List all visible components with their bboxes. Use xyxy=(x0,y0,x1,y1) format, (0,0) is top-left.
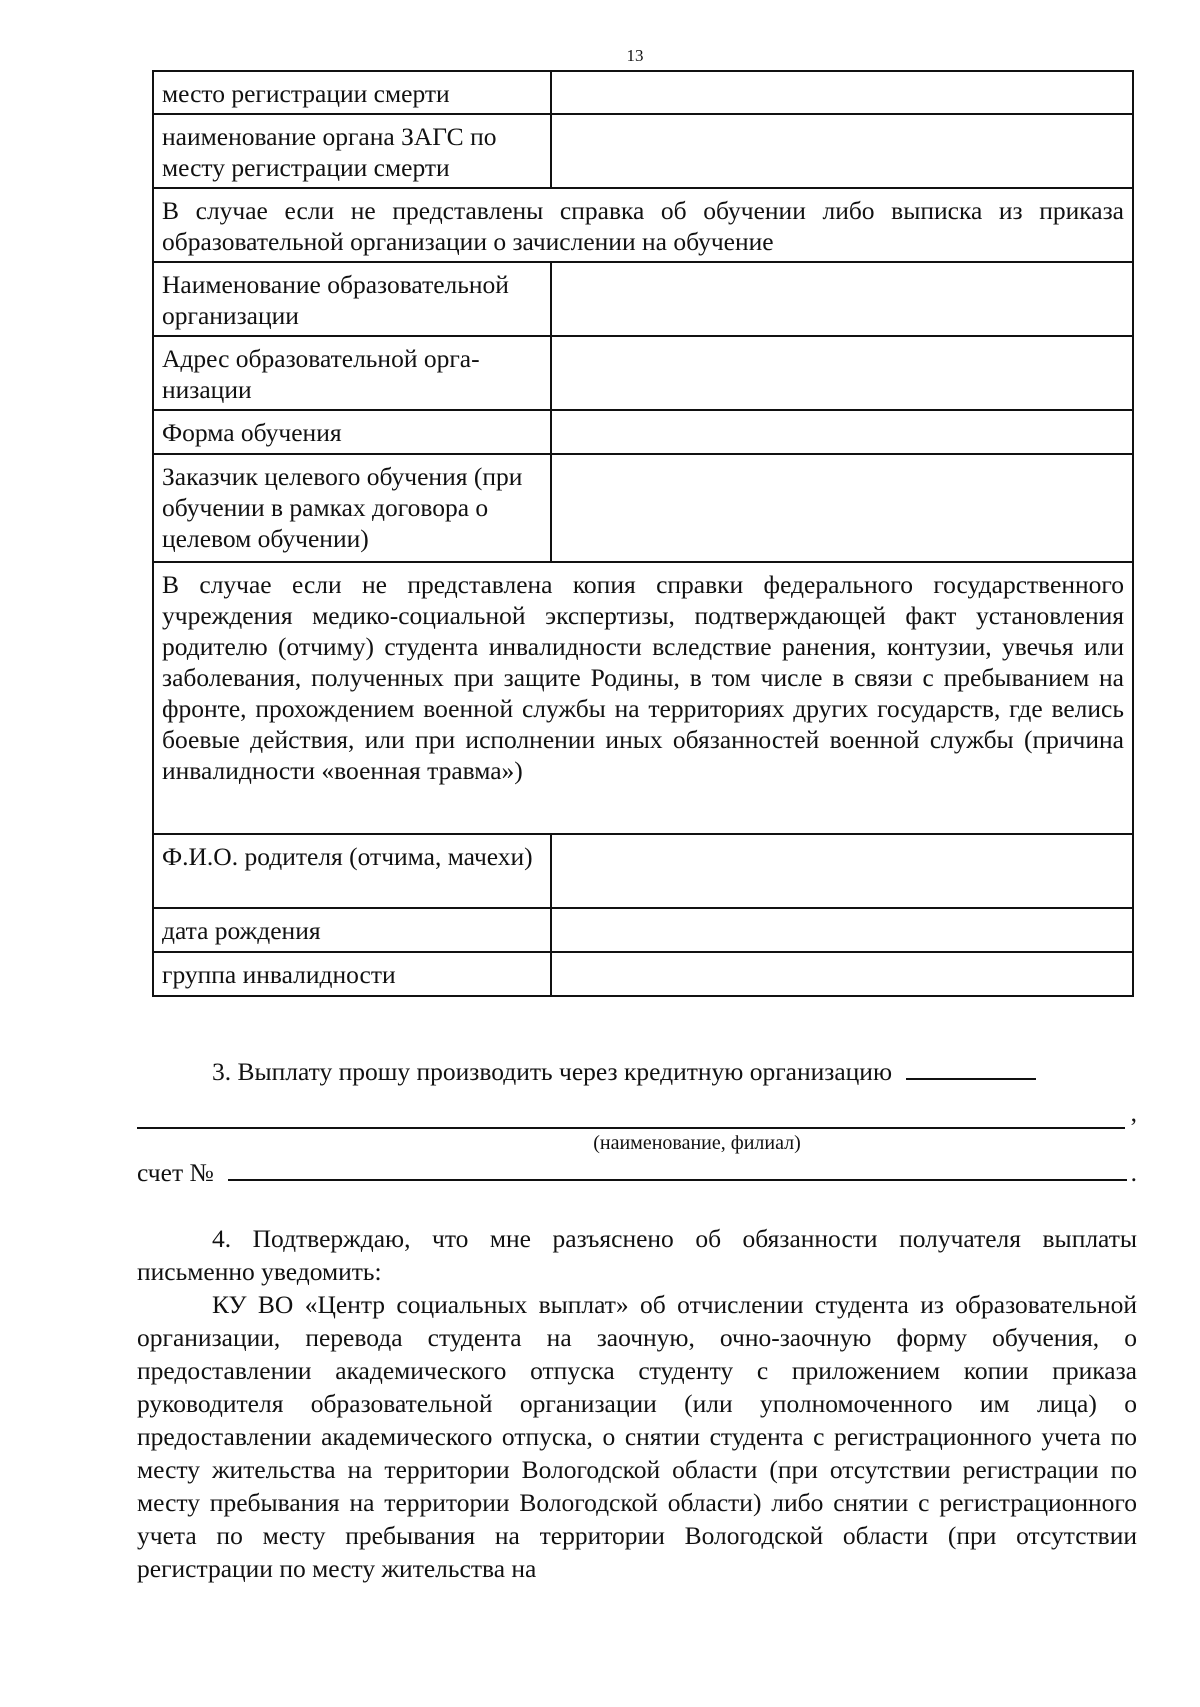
payment-method-paragraph xyxy=(137,1055,1137,1189)
notification-obligation-intro: 4. Подтверждаю, что мне разъяснено об обязанности получателя выплаты письменно уведомить: xyxy=(137,1224,1137,1286)
table-row xyxy=(153,952,1133,996)
study-form-label: Форма обучения xyxy=(153,410,551,454)
table-row xyxy=(153,834,1133,908)
disability-group-field[interactable] xyxy=(551,952,1133,996)
death-registration-place-label: место регистрации смерти xyxy=(153,71,551,114)
account-number-period: . xyxy=(1130,1158,1137,1187)
notification-obligation-body: КУ ВО «Центр социальных выплат» об отчислении студента из образовательной организации, перевода студента на заочную, очно-заочную форму обучения, о предоставлении академического отпуска студенту с приложением копии приказа руководителя образовательной организации (или уполномоченного им лица) о предоставлении академического отпуска, о снятии студента с регистрационного учета по месту жительства на территории Вологодской области (при отсутствии регистрации по месту пребывания на территории Вологодской области) либо снятии с регистрационного учета по месту пребывания на территории Вологодской области (при отсутствии регистрации по месту жительства на xyxy=(137,1290,1137,1583)
table-row xyxy=(153,114,1133,188)
application-form-table xyxy=(152,70,1134,997)
parent-full-name-field[interactable] xyxy=(551,834,1133,908)
table-row xyxy=(153,71,1133,114)
bank-name-row xyxy=(137,1096,1137,1129)
table-section-row xyxy=(153,188,1133,262)
parent-full-name-label: Ф.И.О. родителя (отчима, мачехи) xyxy=(153,834,551,908)
credit-organization-field[interactable] xyxy=(906,1056,1036,1080)
table-row xyxy=(153,336,1133,410)
disability-certificate-section-heading: В случае если не представлена копия справки федерального государственного учреждения медико-социальной экспертизы, подтверждающей факт установления родителю (отчиму) студента инвалидности вследствие ранения, контузии, увечья или заболевания, полученных при защите Родины, в том числе в связи с пребыванием на фронте, прохождением военной службы на территориях других государств, где велись боевые действия, или при исполнении иных обязанностей военной службы (причина инвалидности «военная травма») xyxy=(153,562,1133,834)
study-form-field[interactable] xyxy=(551,410,1133,454)
account-number-row xyxy=(137,1155,1137,1189)
account-number-field[interactable] xyxy=(228,1155,1127,1181)
registry-office-name-label: наименование органа ЗАГС по месту регистрации смерти xyxy=(153,114,551,188)
educational-organization-name-label: Наименование образовательной организации xyxy=(153,262,551,336)
target-training-customer-label: Заказчик целевого обучения (при обучении в рамках договора о целевом обучении) xyxy=(153,454,551,562)
account-number-label: счет № xyxy=(137,1158,214,1187)
registry-office-name-field[interactable] xyxy=(551,114,1133,188)
notification-obligation-paragraph xyxy=(137,1222,1137,1585)
educational-organization-address-field[interactable] xyxy=(551,336,1133,410)
table-row xyxy=(153,410,1133,454)
table-section-row xyxy=(153,562,1133,834)
educational-organization-address-label: Адрес образовательной организации xyxy=(153,336,551,410)
table-row xyxy=(153,908,1133,952)
birth-date-label: дата рождения xyxy=(153,908,551,952)
disability-group-label: группа инвалидности xyxy=(153,952,551,996)
education-certificate-section-heading: В случае если не представлены справка об обучении либо выписка из приказа образовательной организации о зачислении на обучение xyxy=(153,188,1133,262)
payment-method-text: 3. Выплату прошу производить через кредитную организацию xyxy=(212,1057,893,1086)
table-row xyxy=(153,454,1133,562)
death-registration-place-field[interactable] xyxy=(551,71,1133,114)
bank-name-comma: , xyxy=(1130,1098,1137,1127)
educational-organization-name-field[interactable] xyxy=(551,262,1133,336)
payment-method-row xyxy=(137,1055,1137,1088)
bank-name-caption: (наименование, филиал) xyxy=(593,1132,801,1154)
page-number: 13 xyxy=(626,46,644,65)
bank-name-branch-field[interactable] xyxy=(137,1105,1125,1129)
target-training-customer-field[interactable] xyxy=(551,454,1133,562)
table-row xyxy=(153,262,1133,336)
birth-date-field[interactable] xyxy=(551,908,1133,952)
